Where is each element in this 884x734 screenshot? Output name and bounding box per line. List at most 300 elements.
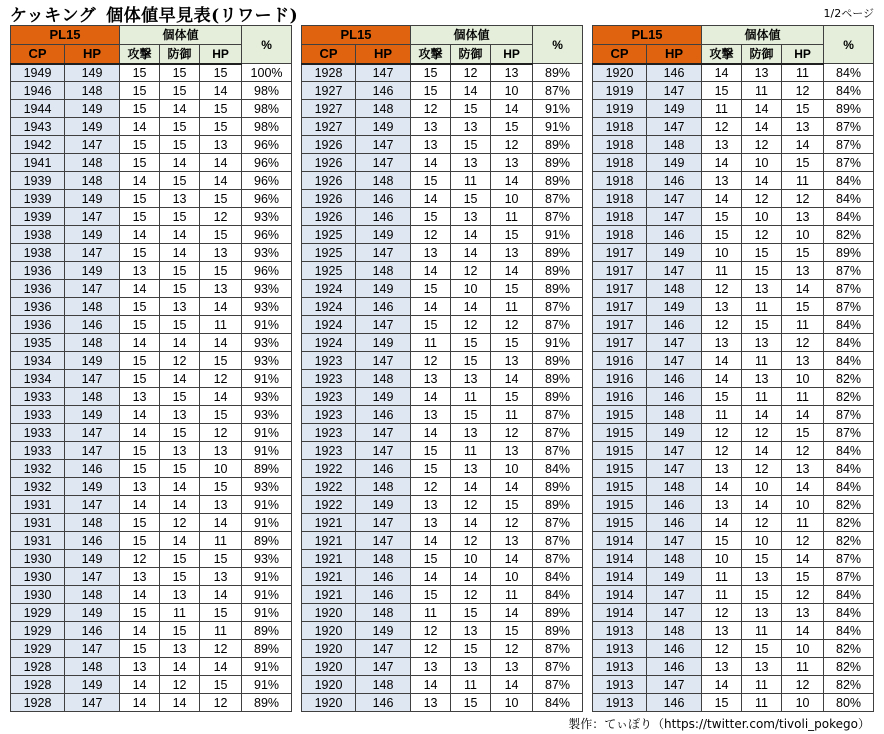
stamina-iv-cell: 14 <box>491 676 533 694</box>
cp-cell: 1918 <box>593 118 647 136</box>
attack-iv-cell: 15 <box>120 442 160 460</box>
cp-cell: 1918 <box>593 154 647 172</box>
cp-cell: 1913 <box>593 622 647 640</box>
percent-cell: 87% <box>533 190 583 208</box>
percent-cell: 93% <box>242 478 292 496</box>
defense-header: 防御 <box>742 45 782 64</box>
stamina-iv-cell: 12 <box>200 424 242 442</box>
percent-cell: 96% <box>242 190 292 208</box>
hp-cell: 147 <box>356 640 411 658</box>
defense-iv-cell: 14 <box>742 496 782 514</box>
percent-cell: 87% <box>533 298 583 316</box>
hp-header: HP <box>65 45 120 64</box>
table-row <box>302 280 583 298</box>
cp-cell: 1933 <box>11 388 65 406</box>
hp-cell: 149 <box>647 100 702 118</box>
cp-cell: 1917 <box>593 244 647 262</box>
percent-cell: 87% <box>824 136 874 154</box>
stamina-iv-cell: 11 <box>782 316 824 334</box>
attack-iv-cell: 14 <box>411 190 451 208</box>
table-row <box>302 550 583 568</box>
defense-iv-cell: 12 <box>742 136 782 154</box>
table-row <box>11 568 292 586</box>
hp-header: HP <box>356 45 411 64</box>
percent-cell: 82% <box>824 388 874 406</box>
credit-footer: 製作：てぃぽり（https://twitter.com/tivoli_pokego） <box>568 717 870 731</box>
hp-cell: 149 <box>65 550 120 568</box>
stamina-iv-cell: 12 <box>491 514 533 532</box>
attack-iv-cell: 14 <box>411 676 451 694</box>
hp-cell: 147 <box>65 424 120 442</box>
percent-cell: 84% <box>824 334 874 352</box>
attack-iv-cell: 11 <box>411 334 451 352</box>
stamina-iv-cell: 12 <box>782 82 824 100</box>
attack-iv-cell: 13 <box>411 496 451 514</box>
percent-cell: 93% <box>242 406 292 424</box>
attack-iv-cell: 15 <box>120 532 160 550</box>
hp-header: HP <box>647 45 702 64</box>
percent-cell: 91% <box>242 442 292 460</box>
hp-cell: 148 <box>647 478 702 496</box>
defense-iv-cell: 13 <box>451 118 491 136</box>
defense-iv-cell: 15 <box>160 460 200 478</box>
iv-group-header: 個体値 <box>411 26 533 45</box>
stamina-iv-cell: 14 <box>782 406 824 424</box>
cp-cell: 1923 <box>302 406 356 424</box>
cp-header: CP <box>593 45 647 64</box>
table-row <box>302 478 583 496</box>
percent-cell: 87% <box>824 118 874 136</box>
percent-cell: 87% <box>533 316 583 334</box>
hp-cell: 149 <box>65 352 120 370</box>
hp-cell: 149 <box>356 280 411 298</box>
cp-cell: 1929 <box>11 640 65 658</box>
attack-iv-cell: 11 <box>702 100 742 118</box>
stamina-iv-cell: 12 <box>782 586 824 604</box>
defense-iv-cell: 13 <box>451 658 491 676</box>
table-row <box>302 694 583 712</box>
hp-cell: 148 <box>356 100 411 118</box>
stamina-iv-cell: 13 <box>200 136 242 154</box>
cp-cell: 1915 <box>593 478 647 496</box>
stamina-iv-cell: 14 <box>491 172 533 190</box>
stamina-iv-cell: 15 <box>782 244 824 262</box>
table-row <box>302 658 583 676</box>
cp-cell: 1938 <box>11 226 65 244</box>
table-row <box>593 694 874 712</box>
percent-cell: 84% <box>824 316 874 334</box>
attack-iv-cell: 15 <box>702 82 742 100</box>
table-row <box>593 478 874 496</box>
cp-cell: 1913 <box>593 694 647 712</box>
hp-cell: 147 <box>356 514 411 532</box>
defense-iv-cell: 12 <box>742 514 782 532</box>
stamina-header: HP <box>200 45 242 64</box>
table-row <box>302 118 583 136</box>
stamina-iv-cell: 11 <box>782 514 824 532</box>
hp-cell: 149 <box>647 424 702 442</box>
attack-iv-cell: 12 <box>702 640 742 658</box>
hp-cell: 148 <box>647 280 702 298</box>
attack-iv-cell: 14 <box>120 226 160 244</box>
hp-cell: 146 <box>647 172 702 190</box>
cp-cell: 1919 <box>593 82 647 100</box>
defense-iv-cell: 13 <box>742 568 782 586</box>
hp-cell: 147 <box>65 136 120 154</box>
cp-cell: 1928 <box>302 64 356 82</box>
attack-iv-cell: 15 <box>120 604 160 622</box>
attack-iv-cell: 14 <box>702 514 742 532</box>
hp-cell: 147 <box>647 586 702 604</box>
percent-cell: 93% <box>242 550 292 568</box>
cp-cell: 1924 <box>302 298 356 316</box>
stamina-iv-cell: 10 <box>491 82 533 100</box>
stamina-iv-cell: 15 <box>200 550 242 568</box>
cp-cell: 1939 <box>11 208 65 226</box>
attack-iv-cell: 12 <box>702 280 742 298</box>
percent-cell: 87% <box>824 154 874 172</box>
page-number: 1/2ページ <box>823 7 874 20</box>
table-row <box>11 352 292 370</box>
percent-header: % <box>533 26 583 64</box>
attack-iv-cell: 15 <box>411 316 451 334</box>
cp-cell: 1924 <box>302 316 356 334</box>
attack-iv-cell: 14 <box>120 586 160 604</box>
table-row <box>593 136 874 154</box>
stamina-iv-cell: 15 <box>491 118 533 136</box>
attack-iv-cell: 14 <box>702 676 742 694</box>
table-row <box>593 658 874 676</box>
defense-iv-cell: 15 <box>160 568 200 586</box>
table-row <box>302 82 583 100</box>
attack-header: 攻撃 <box>411 45 451 64</box>
stamina-iv-cell: 12 <box>491 424 533 442</box>
table-row <box>11 208 292 226</box>
percent-cell: 98% <box>242 82 292 100</box>
attack-iv-cell: 12 <box>411 622 451 640</box>
defense-iv-cell: 15 <box>160 550 200 568</box>
defense-iv-cell: 13 <box>451 208 491 226</box>
table-row <box>302 370 583 388</box>
percent-cell: 87% <box>533 532 583 550</box>
cp-cell: 1915 <box>593 514 647 532</box>
stamina-iv-cell: 13 <box>491 154 533 172</box>
defense-iv-cell: 15 <box>160 82 200 100</box>
cp-cell: 1934 <box>11 352 65 370</box>
percent-cell: 89% <box>533 604 583 622</box>
table-row <box>593 370 874 388</box>
attack-iv-cell: 12 <box>702 442 742 460</box>
stamina-iv-cell: 10 <box>782 694 824 712</box>
percent-cell: 84% <box>824 190 874 208</box>
hp-cell: 147 <box>356 316 411 334</box>
cp-cell: 1928 <box>11 676 65 694</box>
cp-cell: 1920 <box>302 694 356 712</box>
cp-cell: 1933 <box>11 406 65 424</box>
hp-cell: 149 <box>356 118 411 136</box>
table-row <box>593 172 874 190</box>
attack-iv-cell: 15 <box>120 640 160 658</box>
percent-cell: 84% <box>824 604 874 622</box>
defense-iv-cell: 12 <box>742 190 782 208</box>
table-row <box>302 334 583 352</box>
cp-cell: 1915 <box>593 424 647 442</box>
defense-iv-cell: 11 <box>742 676 782 694</box>
stamina-iv-cell: 14 <box>491 478 533 496</box>
attack-iv-cell: 15 <box>411 460 451 478</box>
hp-cell: 149 <box>647 568 702 586</box>
cp-cell: 1919 <box>593 100 647 118</box>
cp-cell: 1914 <box>593 604 647 622</box>
table-row <box>593 118 874 136</box>
stamina-iv-cell: 10 <box>782 370 824 388</box>
defense-iv-cell: 12 <box>451 532 491 550</box>
table-row <box>593 262 874 280</box>
cp-cell: 1913 <box>593 640 647 658</box>
hp-cell: 146 <box>356 298 411 316</box>
percent-cell: 82% <box>824 640 874 658</box>
stamina-iv-cell: 14 <box>491 550 533 568</box>
defense-iv-cell: 11 <box>451 388 491 406</box>
table-row <box>302 622 583 640</box>
attack-iv-cell: 15 <box>702 694 742 712</box>
percent-cell: 82% <box>824 676 874 694</box>
cp-cell: 1932 <box>11 460 65 478</box>
table-row <box>11 388 292 406</box>
cp-cell: 1924 <box>302 334 356 352</box>
cp-cell: 1933 <box>11 442 65 460</box>
attack-iv-cell: 15 <box>411 82 451 100</box>
table-row <box>11 406 292 424</box>
cp-cell: 1925 <box>302 262 356 280</box>
percent-cell: 98% <box>242 100 292 118</box>
hp-cell: 147 <box>65 640 120 658</box>
hp-cell: 149 <box>356 496 411 514</box>
attack-iv-cell: 14 <box>411 154 451 172</box>
cp-cell: 1916 <box>593 370 647 388</box>
cp-cell: 1936 <box>11 316 65 334</box>
stamina-iv-cell: 11 <box>491 298 533 316</box>
cp-cell: 1931 <box>11 514 65 532</box>
defense-iv-cell: 11 <box>742 388 782 406</box>
attack-iv-cell: 12 <box>411 640 451 658</box>
table-row <box>11 172 292 190</box>
cp-cell: 1916 <box>593 352 647 370</box>
attack-iv-cell: 13 <box>702 136 742 154</box>
cp-cell: 1944 <box>11 100 65 118</box>
iv-table-2 <box>301 25 583 712</box>
attack-iv-cell: 14 <box>411 424 451 442</box>
attack-iv-cell: 13 <box>120 478 160 496</box>
percent-cell: 84% <box>824 208 874 226</box>
hp-cell: 147 <box>65 208 120 226</box>
table-row <box>302 244 583 262</box>
attack-iv-cell: 15 <box>702 388 742 406</box>
cp-cell: 1927 <box>302 100 356 118</box>
cp-cell: 1938 <box>11 244 65 262</box>
stamina-iv-cell: 15 <box>200 226 242 244</box>
table-row <box>302 226 583 244</box>
attack-iv-cell: 12 <box>120 550 160 568</box>
table-row <box>302 262 583 280</box>
percent-cell: 91% <box>533 118 583 136</box>
defense-iv-cell: 12 <box>451 496 491 514</box>
attack-iv-cell: 12 <box>411 352 451 370</box>
table-row <box>302 676 583 694</box>
table-row <box>11 280 292 298</box>
hp-cell: 148 <box>65 388 120 406</box>
cp-cell: 1927 <box>302 118 356 136</box>
hp-cell: 147 <box>647 532 702 550</box>
cp-cell: 1915 <box>593 460 647 478</box>
table-row <box>302 100 583 118</box>
defense-iv-cell: 14 <box>160 226 200 244</box>
percent-cell: 84% <box>824 82 874 100</box>
percent-cell: 87% <box>533 208 583 226</box>
table-row <box>593 316 874 334</box>
percent-cell: 93% <box>242 334 292 352</box>
percent-cell: 82% <box>824 532 874 550</box>
hp-cell: 148 <box>356 172 411 190</box>
defense-iv-cell: 11 <box>742 622 782 640</box>
hp-cell: 146 <box>647 64 702 82</box>
percent-cell: 91% <box>242 496 292 514</box>
table-row <box>593 496 874 514</box>
attack-iv-cell: 11 <box>702 406 742 424</box>
hp-cell: 147 <box>65 370 120 388</box>
stamina-iv-cell: 10 <box>200 460 242 478</box>
table-row <box>11 478 292 496</box>
hp-cell: 146 <box>647 496 702 514</box>
defense-iv-cell: 13 <box>742 280 782 298</box>
defense-iv-cell: 11 <box>742 352 782 370</box>
defense-iv-cell: 15 <box>160 622 200 640</box>
hp-cell: 148 <box>356 478 411 496</box>
stamina-iv-cell: 15 <box>782 100 824 118</box>
attack-iv-cell: 15 <box>120 136 160 154</box>
hp-cell: 149 <box>65 478 120 496</box>
percent-cell: 84% <box>824 586 874 604</box>
percent-cell: 91% <box>533 100 583 118</box>
attack-iv-cell: 14 <box>120 334 160 352</box>
stamina-iv-cell: 13 <box>491 352 533 370</box>
hp-cell: 147 <box>356 532 411 550</box>
percent-cell: 89% <box>533 172 583 190</box>
stamina-iv-cell: 15 <box>200 64 242 82</box>
hp-cell: 147 <box>356 154 411 172</box>
percent-cell: 87% <box>533 676 583 694</box>
attack-iv-cell: 14 <box>411 568 451 586</box>
percent-cell: 84% <box>824 172 874 190</box>
stamina-iv-cell: 12 <box>782 676 824 694</box>
defense-iv-cell: 12 <box>742 226 782 244</box>
cp-cell: 1931 <box>11 532 65 550</box>
attack-iv-cell: 14 <box>702 154 742 172</box>
table-row <box>11 514 292 532</box>
hp-cell: 147 <box>647 190 702 208</box>
attack-iv-cell: 13 <box>702 298 742 316</box>
stamina-iv-cell: 15 <box>782 568 824 586</box>
attack-iv-cell: 13 <box>702 172 742 190</box>
table-row <box>11 460 292 478</box>
cp-cell: 1933 <box>11 424 65 442</box>
stamina-iv-cell: 14 <box>491 262 533 280</box>
attack-iv-cell: 15 <box>120 298 160 316</box>
defense-iv-cell: 14 <box>160 532 200 550</box>
defense-iv-cell: 14 <box>451 226 491 244</box>
table-row <box>11 262 292 280</box>
table-row <box>302 442 583 460</box>
stamina-iv-cell: 12 <box>200 370 242 388</box>
attack-iv-cell: 15 <box>411 64 451 82</box>
table-row <box>593 604 874 622</box>
percent-cell: 87% <box>533 406 583 424</box>
percent-cell: 82% <box>824 496 874 514</box>
attack-iv-cell: 13 <box>702 658 742 676</box>
cp-cell: 1914 <box>593 532 647 550</box>
stamina-iv-cell: 12 <box>491 136 533 154</box>
table-row <box>593 406 874 424</box>
percent-cell: 87% <box>824 550 874 568</box>
attack-iv-cell: 15 <box>120 100 160 118</box>
defense-iv-cell: 14 <box>160 478 200 496</box>
attack-iv-cell: 11 <box>702 568 742 586</box>
cp-cell: 1915 <box>593 442 647 460</box>
table-row <box>593 532 874 550</box>
attack-iv-cell: 15 <box>411 586 451 604</box>
cp-cell: 1934 <box>11 370 65 388</box>
stamina-iv-cell: 13 <box>491 658 533 676</box>
table-row <box>302 352 583 370</box>
defense-iv-cell: 12 <box>742 424 782 442</box>
percent-cell: 87% <box>824 262 874 280</box>
cp-cell: 1920 <box>302 622 356 640</box>
table-row <box>302 604 583 622</box>
defense-iv-cell: 14 <box>160 244 200 262</box>
defense-iv-cell: 15 <box>451 604 491 622</box>
stamina-iv-cell: 14 <box>782 136 824 154</box>
stamina-iv-cell: 14 <box>200 514 242 532</box>
defense-iv-cell: 13 <box>742 64 782 82</box>
hp-cell: 146 <box>356 694 411 712</box>
cp-cell: 1930 <box>11 550 65 568</box>
percent-cell: 91% <box>242 370 292 388</box>
percent-cell: 89% <box>533 64 583 82</box>
attack-iv-cell: 14 <box>120 424 160 442</box>
table-row <box>11 496 292 514</box>
hp-cell: 147 <box>356 64 411 82</box>
attack-iv-cell: 13 <box>411 514 451 532</box>
iv-table-3 <box>592 25 874 712</box>
percent-cell: 87% <box>533 442 583 460</box>
percent-cell: 89% <box>824 100 874 118</box>
attack-iv-cell: 15 <box>120 190 160 208</box>
stamina-iv-cell: 15 <box>200 190 242 208</box>
stamina-iv-cell: 10 <box>782 640 824 658</box>
attack-iv-cell: 15 <box>120 244 160 262</box>
defense-iv-cell: 14 <box>742 172 782 190</box>
table-row <box>302 208 583 226</box>
cp-cell: 1930 <box>11 586 65 604</box>
defense-iv-cell: 14 <box>451 244 491 262</box>
defense-iv-cell: 15 <box>451 694 491 712</box>
defense-iv-cell: 13 <box>451 370 491 388</box>
percent-cell: 93% <box>242 298 292 316</box>
hp-cell: 148 <box>356 604 411 622</box>
attack-iv-cell: 14 <box>120 496 160 514</box>
cp-cell: 1927 <box>302 82 356 100</box>
hp-cell: 149 <box>65 406 120 424</box>
